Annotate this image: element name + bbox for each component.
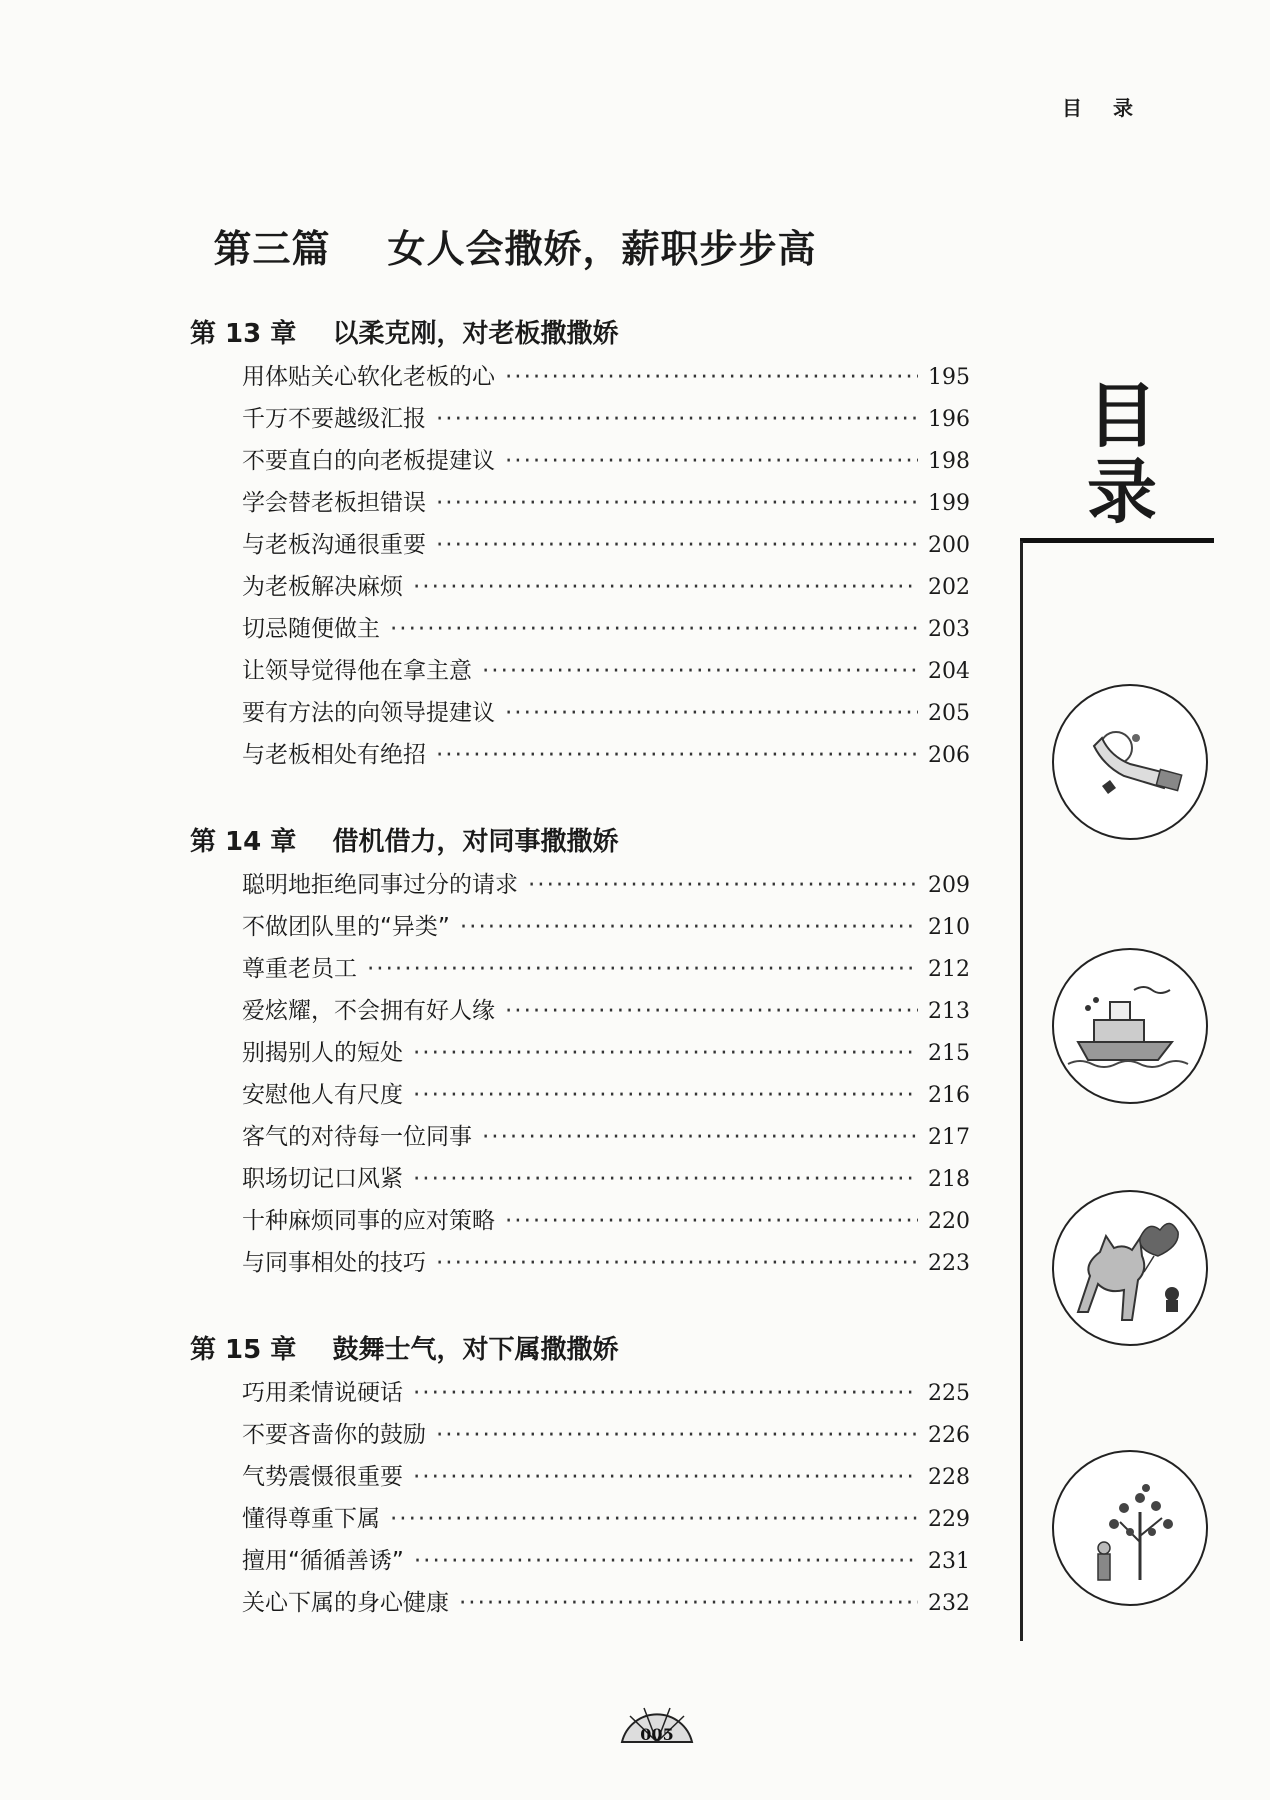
leader-dots [414,1540,918,1582]
toc-entry[interactable] [190,1158,970,1200]
entry-title: 学会替老板担错误 [242,490,426,516]
toc-entry[interactable] [190,1414,970,1456]
entry-page: 231 [928,1549,970,1574]
entry-title: 别揭别人的短处 [242,1040,403,1066]
fan-icon [612,1690,702,1750]
chapter-title: 第 13 章 以柔克刚，对老板撒撒娇 [190,319,619,349]
leader-dots [390,608,918,650]
chapter-14 [190,820,970,1284]
leader-dots [436,1242,918,1284]
entry-title: 十种麻烦同事的应对策略 [242,1208,495,1234]
entry-page: 216 [928,1083,970,1108]
entry-title: 要有方法的向领导提建议 [242,700,495,726]
entry-title: 尊重老员工 [242,956,357,982]
entry-page: 212 [928,957,970,982]
toc-entry[interactable] [190,864,970,906]
entry-page: 225 [928,1381,970,1406]
entry-title: 与老板沟通很重要 [242,532,426,558]
entry-title: 不做团队里的“异类” [242,914,450,940]
leader-dots [436,524,918,566]
toc-entry[interactable] [190,1200,970,1242]
chapter-15 [190,1328,970,1624]
entry-page: 218 [928,1167,970,1192]
entry-page: 220 [928,1209,970,1234]
entry-title: 让领导觉得他在拿主意 [242,658,472,684]
trumpet-icon [1054,686,1206,838]
entry-title: 擅用“循循善诱” [242,1548,404,1574]
leader-dots [413,1372,918,1414]
entry-page: 226 [928,1423,970,1448]
entry-page: 195 [928,365,970,390]
toc-entry[interactable] [190,566,970,608]
leader-dots [505,440,918,482]
entry-title: 懂得尊重下属 [242,1506,380,1532]
sidebar-rule-horizontal [1020,538,1214,543]
ship-icon [1054,950,1206,1102]
chapter-13 [190,312,970,776]
medallion-ship-illustration [1052,948,1208,1104]
leader-dots [413,1158,918,1200]
leader-dots [505,1200,918,1242]
entry-page: 204 [928,659,970,684]
toc-entry[interactable] [190,1032,970,1074]
toc-entry[interactable] [190,990,970,1032]
entry-title: 气势震慑很重要 [242,1464,403,1490]
entry-page: 228 [928,1465,970,1490]
entry-title: 与同事相处的技巧 [242,1250,426,1276]
chapter-title: 第 14 章 借机借力，对同事撒撒娇 [190,827,619,857]
table-of-contents [190,312,970,1668]
tree-icon [1054,1452,1206,1604]
page-number: 005 [640,1725,674,1744]
leader-dots [413,1032,918,1074]
leader-dots [436,482,918,524]
leader-dots [390,1498,918,1540]
footer-page-number [612,1690,702,1750]
toc-entry[interactable] [190,1074,970,1116]
part-title: 第三篇 女人会撒娇，薪职步步高 [213,226,817,271]
entry-page: 200 [928,533,970,558]
medallion-trumpet-illustration [1052,684,1208,840]
toc-entry[interactable] [190,692,970,734]
entry-page: 203 [928,617,970,642]
sidebar-title-bottom: 录 [1087,450,1157,533]
leader-dots [482,650,918,692]
toc-entry[interactable] [190,482,970,524]
toc-entry[interactable] [190,1498,970,1540]
leader-dots [413,1456,918,1498]
medallion-tree-illustration [1052,1450,1208,1606]
entry-page: 209 [928,873,970,898]
toc-entry[interactable] [190,608,970,650]
medallion-cat-illustration [1052,1190,1208,1346]
leader-dots [505,356,918,398]
entry-title: 切忌随便做主 [242,616,380,642]
entry-page: 213 [928,999,970,1024]
entry-page: 196 [928,407,970,432]
entry-title: 巧用柔情说硬话 [242,1380,403,1406]
toc-entry[interactable] [190,1242,970,1284]
leader-dots [482,1116,918,1158]
entry-title: 关心下属的身心健康 [242,1590,449,1616]
entry-title: 千万不要越级汇报 [242,406,426,432]
entry-page: 205 [928,701,970,726]
entry-title: 安慰他人有尺度 [242,1082,403,1108]
entry-title: 不要直白的向老板提建议 [242,448,495,474]
cat-with-balloon-icon [1054,1192,1206,1344]
leader-dots [528,864,918,906]
toc-entry[interactable] [190,398,970,440]
entry-title: 职场切记口风紧 [242,1166,403,1192]
toc-entry[interactable] [190,356,970,398]
entry-page: 198 [928,449,970,474]
chapter-title: 第 15 章 鼓舞士气，对下属撒撒娇 [190,1335,619,1365]
toc-entry[interactable] [190,906,970,948]
entry-page: 229 [928,1507,970,1532]
entry-title: 爱炫耀，不会拥有好人缘 [242,998,495,1024]
entry-page: 202 [928,575,970,600]
sidebar-rule-vertical [1020,541,1023,1641]
toc-entry[interactable] [190,1582,970,1624]
leader-dots [413,1074,918,1116]
entry-title: 与老板相处有绝招 [242,742,426,768]
toc-entry[interactable] [190,1540,970,1582]
sidebar-title-top: 目 [1087,374,1157,457]
entry-title: 用体贴关心软化老板的心 [242,364,495,390]
entry-title: 不要吝啬你的鼓励 [242,1422,426,1448]
toc-entry[interactable] [190,440,970,482]
toc-entry[interactable] [190,1456,970,1498]
entry-page: 232 [928,1591,970,1616]
toc-entry[interactable] [190,524,970,566]
toc-entry[interactable] [190,1372,970,1414]
leader-dots [505,990,918,1032]
leader-dots [436,734,918,776]
toc-entry[interactable] [190,948,970,990]
entry-page: 215 [928,1041,970,1066]
toc-entry[interactable] [190,734,970,776]
leader-dots [459,1582,918,1624]
toc-entry[interactable] [190,650,970,692]
entry-page: 217 [928,1125,970,1150]
entry-title: 聪明地拒绝同事过分的请求 [242,872,518,898]
leader-dots [436,398,918,440]
entry-title: 客气的对待每一位同事 [242,1124,472,1150]
leader-dots [413,566,918,608]
running-header: 目 录 [1062,96,1145,120]
entry-page: 223 [928,1251,970,1276]
entry-title: 为老板解决麻烦 [242,574,403,600]
leader-dots [460,906,918,948]
entry-page: 206 [928,743,970,768]
leader-dots [436,1414,918,1456]
entry-page: 210 [928,915,970,940]
leader-dots [367,948,918,990]
leader-dots [505,692,918,734]
entry-page: 199 [928,491,970,516]
toc-entry[interactable] [190,1116,970,1158]
